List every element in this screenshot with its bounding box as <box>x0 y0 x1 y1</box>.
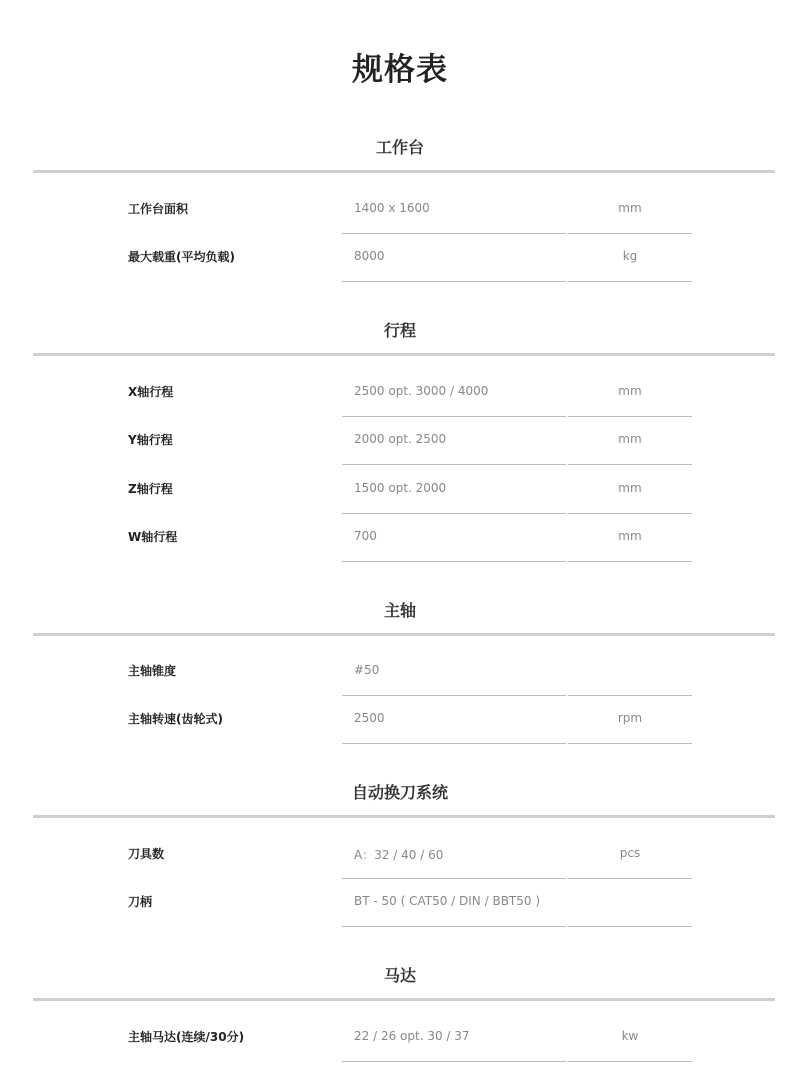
spec-unit: kw <box>621 1029 639 1043</box>
section-worktable <box>0 136 800 160</box>
spec-row-w-travel <box>0 514 800 562</box>
spec-unit: pcs <box>619 846 641 860</box>
spec-unit: mm <box>618 481 642 495</box>
row-divider <box>342 1061 566 1062</box>
section-title: 主轴 <box>383 601 416 620</box>
row-divider <box>568 926 692 927</box>
row-divider <box>342 281 566 282</box>
row-divider <box>568 464 692 465</box>
spec-label: 主轴锥度 <box>128 664 177 678</box>
spec-label: 最大载重(平均负载) <box>128 250 235 264</box>
spec-label: 工作台面积 <box>128 202 189 216</box>
section-divider <box>33 353 775 356</box>
spec-label: 刀具数 <box>128 847 165 861</box>
section-title: 马达 <box>383 966 416 985</box>
section-motor <box>0 964 800 988</box>
spec-row-spindle-speed <box>0 696 800 744</box>
page-title: 规格表 <box>352 52 448 88</box>
spec-row-spindle-motor <box>0 1014 800 1062</box>
spec-value: BT - 50 ( CAT50 / DIN / BBT50 ) <box>354 894 541 908</box>
spec-value: 1400 x 1600 <box>354 201 430 215</box>
section-title: 自动换刀系统 <box>351 783 448 802</box>
row-divider <box>342 464 566 465</box>
spec-value: 2000 opt. 2500 <box>354 432 447 446</box>
spec-value: 2500 opt. 3000 / 4000 <box>354 384 489 398</box>
spec-label: 主轴转速(齿轮式) <box>128 712 223 726</box>
section-travel <box>0 319 800 343</box>
section-divider <box>33 170 775 173</box>
spec-unit: mm <box>618 432 642 446</box>
section-spindle <box>0 599 800 623</box>
row-divider <box>342 926 566 927</box>
section-title: 工作台 <box>375 138 424 157</box>
spec-unit: kg <box>622 249 638 263</box>
spec-row-tool-count <box>0 831 800 879</box>
spec-value: 700 <box>354 529 377 543</box>
spec-value: 2500 <box>354 711 385 725</box>
spec-row-x-travel <box>0 369 800 417</box>
row-divider <box>568 561 692 562</box>
spec-value: 1500 opt. 2000 <box>354 481 447 495</box>
row-divider <box>568 743 692 744</box>
spec-row-y-travel <box>0 417 800 465</box>
spec-value: 22 / 26 opt. 30 / 37 <box>354 1029 470 1043</box>
spec-row-table-area <box>0 186 800 234</box>
spec-value: A：32 / 40 / 60 <box>354 848 444 862</box>
spec-label: Z轴行程 <box>128 482 173 496</box>
section-title: 行程 <box>383 321 416 340</box>
spec-label: Y轴行程 <box>128 433 173 447</box>
section-divider <box>33 633 775 636</box>
row-divider <box>568 1061 692 1062</box>
spec-unit: mm <box>618 384 642 398</box>
row-divider <box>342 561 566 562</box>
spec-label: X轴行程 <box>128 385 174 399</box>
spec-label: 刀柄 <box>128 895 153 909</box>
spec-unit: mm <box>618 201 642 215</box>
spec-row-spindle-taper <box>0 648 800 696</box>
spec-unit: rpm <box>617 711 643 725</box>
row-divider <box>568 281 692 282</box>
spec-label: W轴行程 <box>128 530 178 544</box>
spec-row-z-travel <box>0 466 800 514</box>
spec-row-max-load <box>0 234 800 282</box>
spec-unit: mm <box>618 529 642 543</box>
spec-value: #50 <box>354 663 380 677</box>
row-divider <box>342 743 566 744</box>
section-divider <box>33 815 775 818</box>
spec-row-tool-holder <box>0 879 800 927</box>
section-divider <box>33 998 775 1001</box>
spec-label: 主轴马达(连续/30分) <box>128 1030 245 1044</box>
section-atc <box>0 781 800 805</box>
spec-value: 8000 <box>354 249 385 263</box>
